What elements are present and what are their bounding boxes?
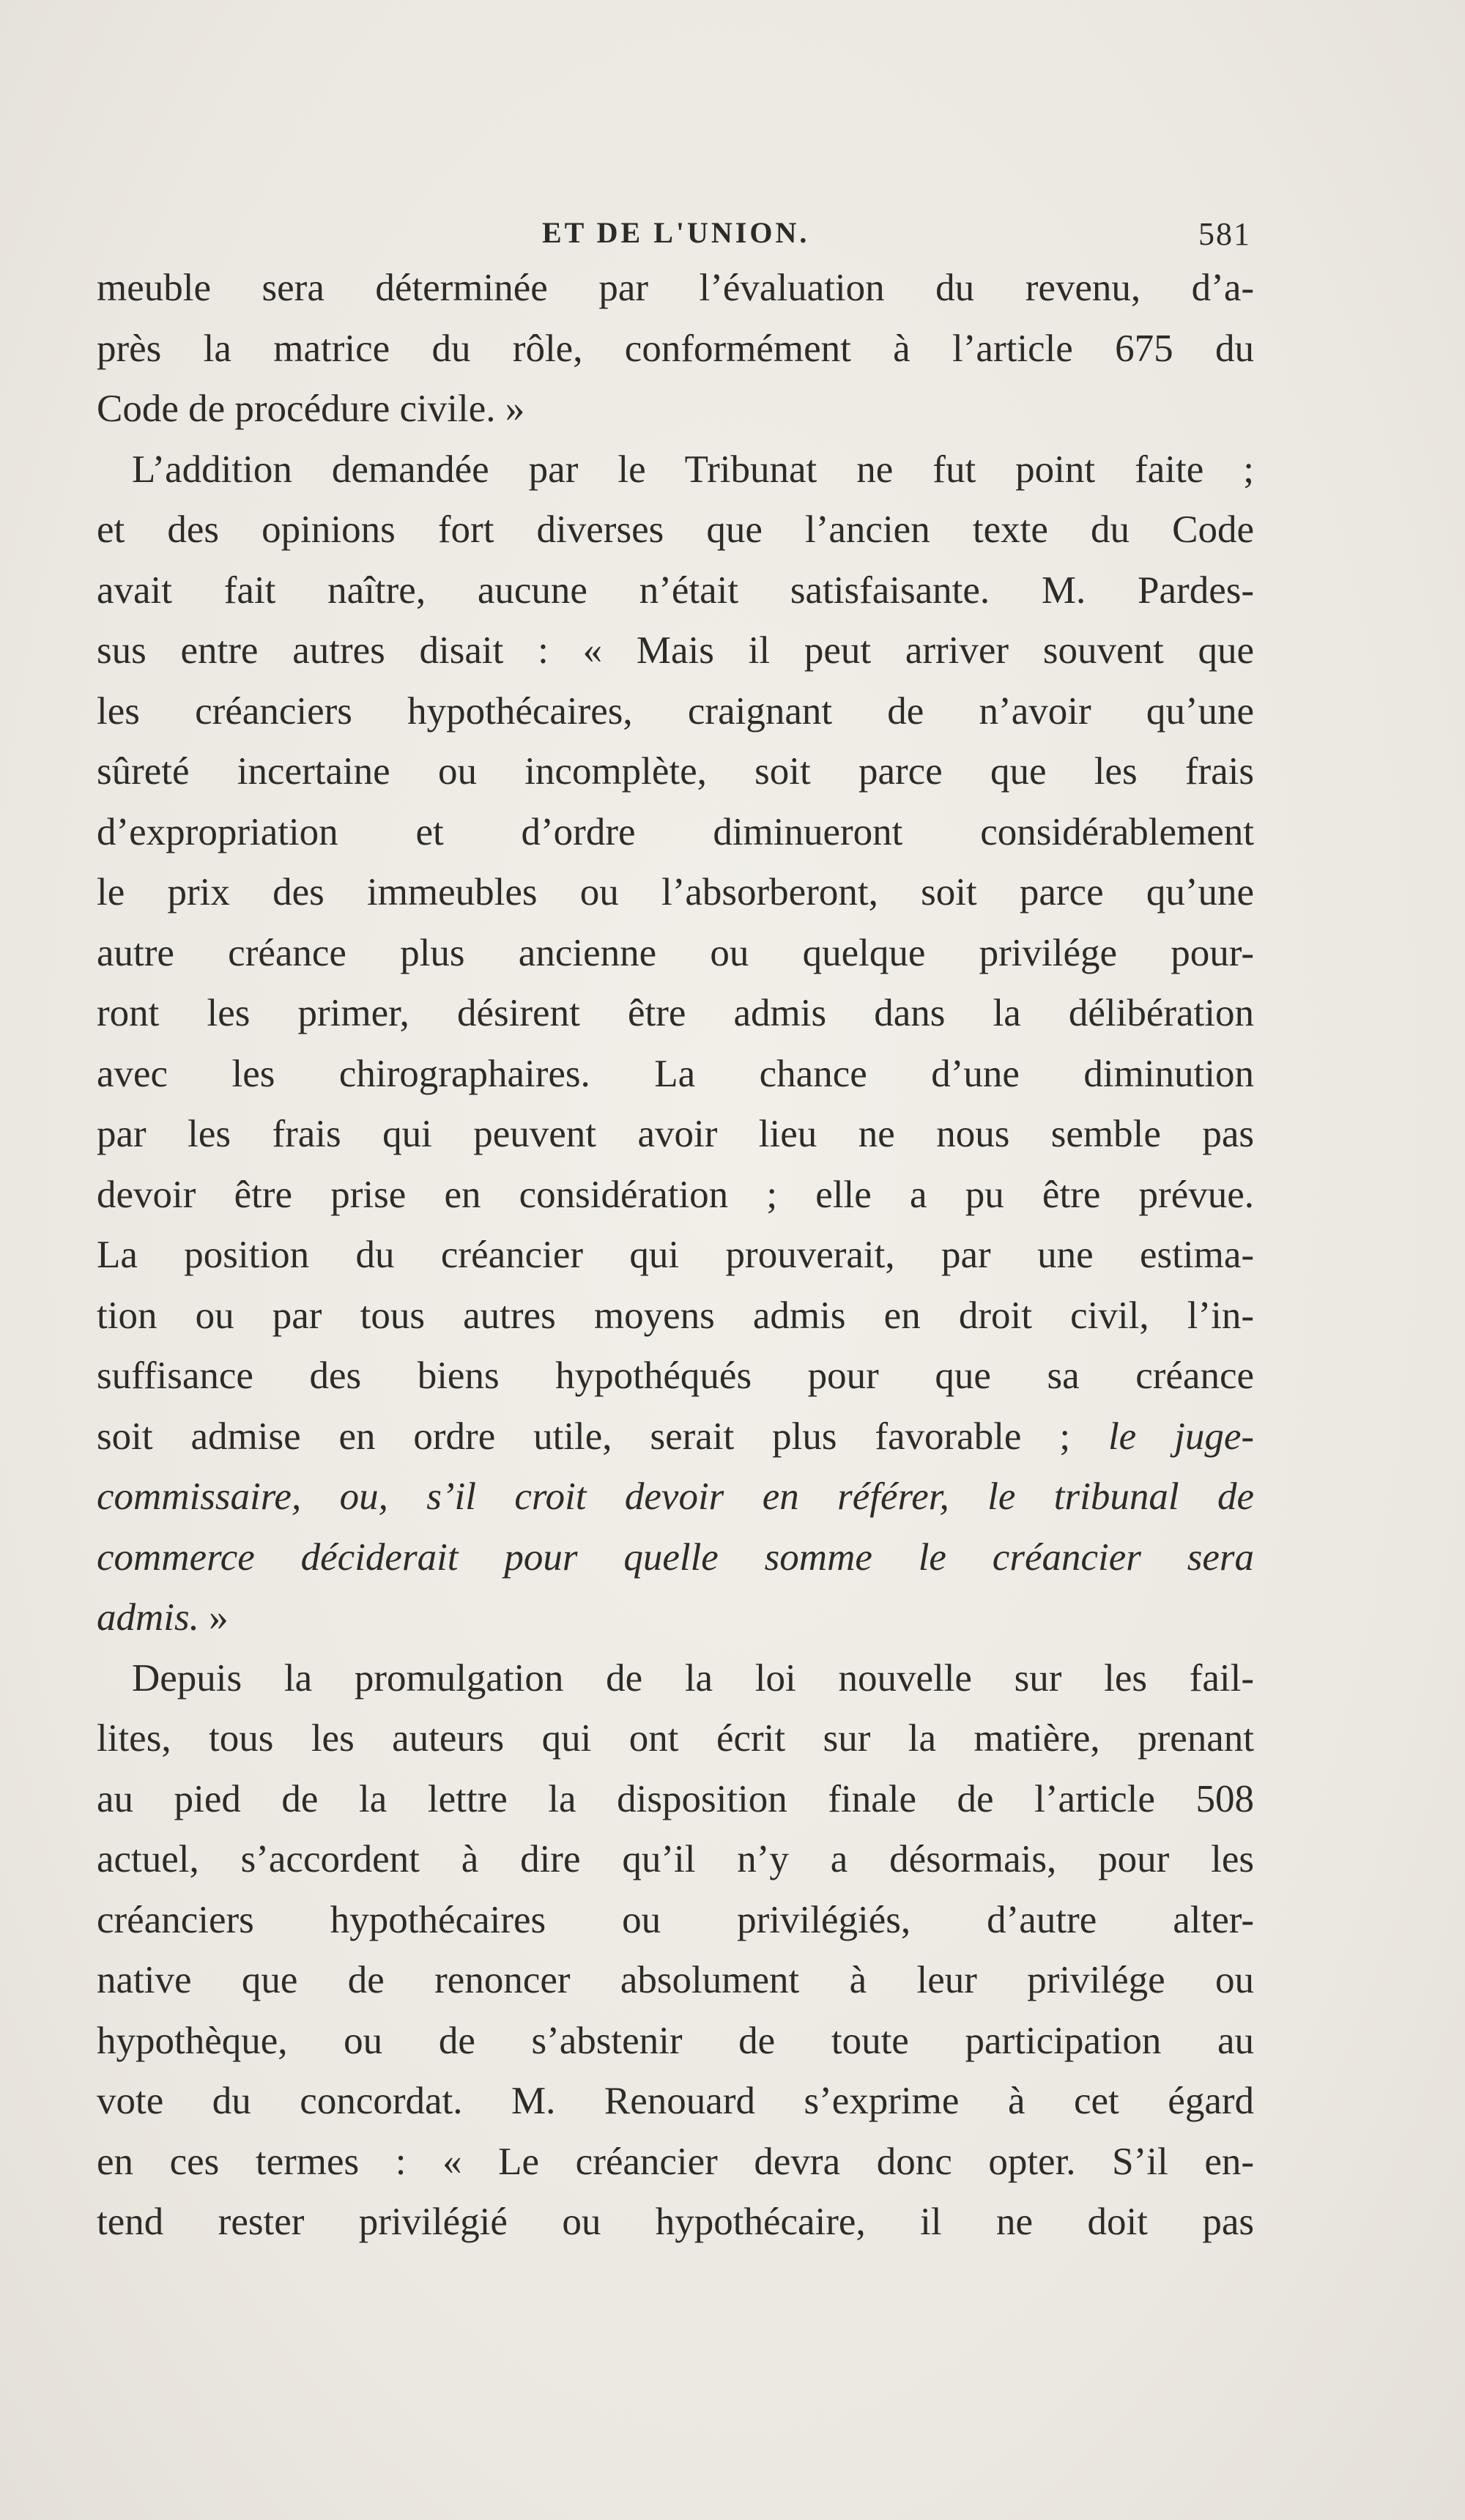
text-segment: soit admise en ordre utile, serait plus favorable ;	[97, 1415, 1071, 1458]
text-line: avait fait naître, aucune n’était satisfaisante. M. Pardes-	[97, 568, 1254, 612]
text-line: au pied de la lettre la disposition finale de l’article 508	[97, 1777, 1254, 1820]
text-line: sûreté incertaine ou incomplète, soit parce que les frais	[97, 750, 1254, 793]
text-line: lites, tous les auteurs qui ont écrit sur la matière, prenant	[97, 1717, 1254, 1760]
text-line: les créanciers hypothécaires, craignant de n’avoir qu’une	[97, 689, 1254, 733]
text-line: créanciers hypothécaires ou privilégiés, d’autre alter-	[97, 1898, 1254, 1941]
text-line	[97, 1587, 1254, 1648]
text-line: tion ou par tous autres moyens admis en droit civil, l’in-	[97, 1294, 1254, 1337]
italic-text: le juge-	[1108, 1415, 1254, 1458]
text-line	[97, 1407, 1254, 1467]
text-line: suffisance des biens hypothéqués pour que sa créance	[97, 1354, 1254, 1397]
text-line: vote du concordat. M. Renouard s’exprime à cet égard	[97, 2080, 1254, 2122]
text-line: native que de renoncer absolument à leur privilége ou	[97, 1959, 1254, 2001]
text-line: devoir être prise en considération ; elle a pu être prévue.	[97, 1173, 1254, 1216]
text-line: le prix des immeubles ou l’absorberont, soit parce qu’une	[97, 871, 1254, 914]
text-line: L’addition demandée par le Tribunat ne fut point faite ;	[132, 448, 1254, 491]
text-line: ront les primer, désirent être admis dans la délibération	[97, 992, 1254, 1034]
text-line: commissaire, ou, s’il croit devoir en référer, le tribunal de	[97, 1475, 1254, 1518]
text-line: et des opinions fort diverses que l’ancien texte du Code	[97, 508, 1254, 551]
text-line: d’expropriation et d’ordre diminueront considérablement	[97, 810, 1254, 853]
italic-text: admis.	[97, 1596, 199, 1639]
text-line: meuble sera déterminée par l’évaluation du revenu, d’a-	[97, 267, 1254, 309]
text-line: avec les chirographaires. La chance d’une diminution	[97, 1052, 1254, 1095]
text-line: La position du créancier qui prouverait, par une estima-	[97, 1234, 1254, 1276]
text-line: en ces termes : « Le créancier devra donc opter. S’il en-	[97, 2140, 1254, 2183]
text-line: par les frais qui peuvent avoir lieu ne nous semble pas	[97, 1113, 1254, 1155]
text-line: près la matrice du rôle, conformément à l’article 675 du	[97, 327, 1254, 370]
text-line: hypothèque, ou de s’abstenir de toute participation au	[97, 2019, 1254, 2062]
text-line: sus entre autres disait : « Mais il peut arriver souvent que	[97, 629, 1254, 672]
text-line: actuel, s’accordent à dire qu’il n’y a désormais, pour les	[97, 1838, 1254, 1880]
running-header	[542, 215, 1275, 259]
running-title: ET DE L'UNION.	[542, 216, 810, 249]
text-line: autre créance plus ancienne ou quelque privilége pour-	[97, 931, 1254, 974]
text-line: Depuis la promulgation de la loi nouvelle sur les fail-	[132, 1656, 1254, 1700]
text-line: Code de procédure civile. »	[97, 388, 525, 430]
closing-quote: »	[209, 1596, 229, 1639]
text-line: tend rester privilégié ou hypothécaire, il ne doit pas	[97, 2201, 1254, 2243]
text-line: commerce déciderait pour quelle somme le créancier sera	[97, 1535, 1254, 1579]
page-number: 581	[1198, 216, 1251, 252]
body-text	[97, 258, 1254, 2253]
